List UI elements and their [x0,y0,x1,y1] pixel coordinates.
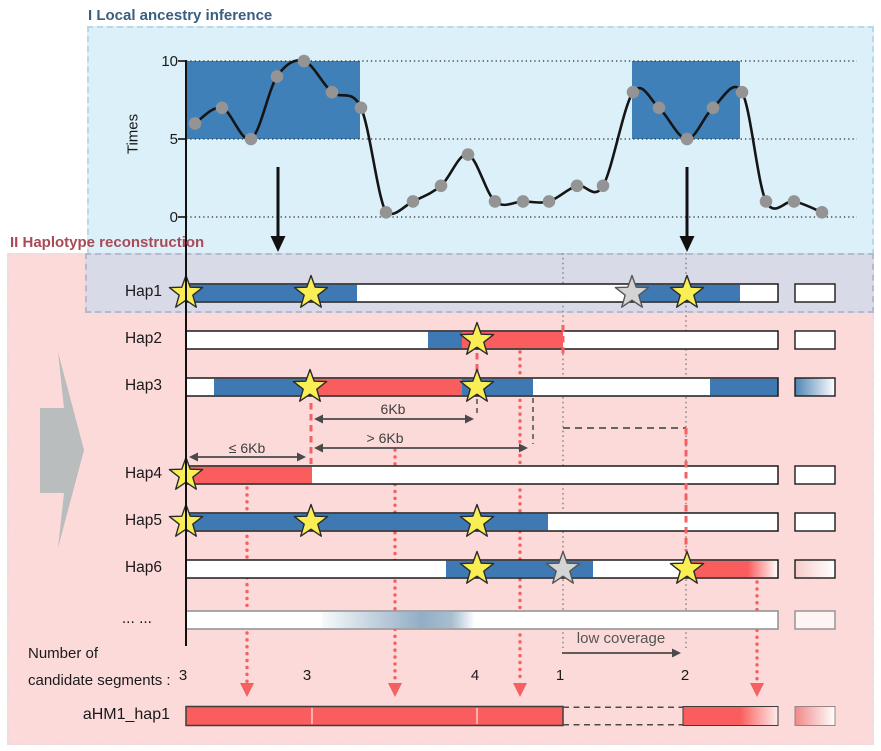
row-label-hap1: Hap1 [124,283,162,300]
highlight-region [632,61,740,139]
arrow-head-left [314,444,323,453]
row-label-hap4: Hap4 [124,465,162,482]
row-label-: ... ... [121,610,152,627]
data-point [326,86,339,99]
consensus-tail [795,707,835,726]
section2-title: II Haplotype reconstruction [10,234,205,251]
red-arrow-head [750,683,764,697]
data-point [462,148,475,161]
data-point [245,133,258,146]
measure-label: ≤ 6Kb [228,440,266,456]
data-point [407,195,420,208]
hap-bar-tail [795,331,835,349]
row-label-hap3: Hap3 [124,377,162,394]
layer-hl [186,61,740,139]
down-arrow-head [271,236,286,252]
data-point [760,195,773,208]
consensus-label: aHM1_hap1 [82,706,170,723]
data-point [216,102,229,115]
hap-segment-red [308,379,462,395]
data-point [189,117,202,130]
layer-deco [40,352,84,548]
hap-bar-tail [795,611,835,629]
data-point [681,133,694,146]
hap-segment-blue [186,285,357,301]
row-label-hap2: Hap2 [124,330,162,347]
candidate-count-3: 4 [470,667,480,684]
down-arrow-head [680,236,695,252]
candidate-count-2: 3 [302,667,312,684]
hap-bar-tail [795,513,835,531]
data-point [627,86,640,99]
data-point [298,55,311,68]
layer-gray [477,398,686,444]
data-point [788,195,801,208]
data-point [653,102,666,115]
candidate-count-4: 1 [555,667,565,684]
data-point [271,70,284,83]
red-arrow-head [513,683,527,697]
row-label-hap6: Hap6 [124,559,162,576]
consensus-fade [683,707,778,726]
counts-title-line2: candidate segments : [28,672,171,689]
consensus-solid [186,707,563,726]
hap-segment-red-fade [748,561,778,577]
hap-bar-bg [186,611,778,629]
y-tick-10: 10 [161,53,178,70]
arrow-head-left [314,415,323,424]
arrow-head-right [465,415,474,424]
data-point [435,180,448,193]
data-point [517,195,530,208]
data-point [355,102,368,115]
row-label-hap5: Hap5 [124,512,162,529]
hap-bar-tail [795,378,835,396]
data-point [707,102,720,115]
data-point [816,206,829,219]
y-axis-label: Times [124,113,142,155]
hap-segment-blue [428,332,462,348]
data-point [571,180,584,193]
section1-title: I Local ancestry inference [88,7,273,24]
red-arrow-head [388,683,402,697]
red-arrow-head [240,683,254,697]
measure-label: 6Kb [380,401,406,417]
data-point [543,195,556,208]
candidate-count-5: 2 [680,667,690,684]
candidate-count-1: 3 [178,667,188,684]
y-tick-0: 0 [169,209,178,226]
hap-bar-tail [795,284,835,302]
counts-title-line1: Number of [28,645,99,662]
arrow-head-right [672,649,681,658]
data-point [597,180,610,193]
layer-gdot [563,253,686,648]
data-point [736,86,749,99]
hap-segment-soft-blue [322,612,475,628]
layer-bars [186,284,835,726]
hap-segment-red [186,467,312,483]
arrow-head-right [519,444,528,453]
y-tick-5: 5 [169,131,178,148]
hap-bar-tail [795,466,835,484]
data-point [380,206,393,219]
measure-label: > 6Kb [366,430,404,446]
hap-segment-blue [710,379,778,395]
measure-label: low coverage [576,630,666,647]
data-point [489,195,502,208]
big-right-arrow-icon [40,352,84,548]
hap-bar-tail [795,560,835,578]
